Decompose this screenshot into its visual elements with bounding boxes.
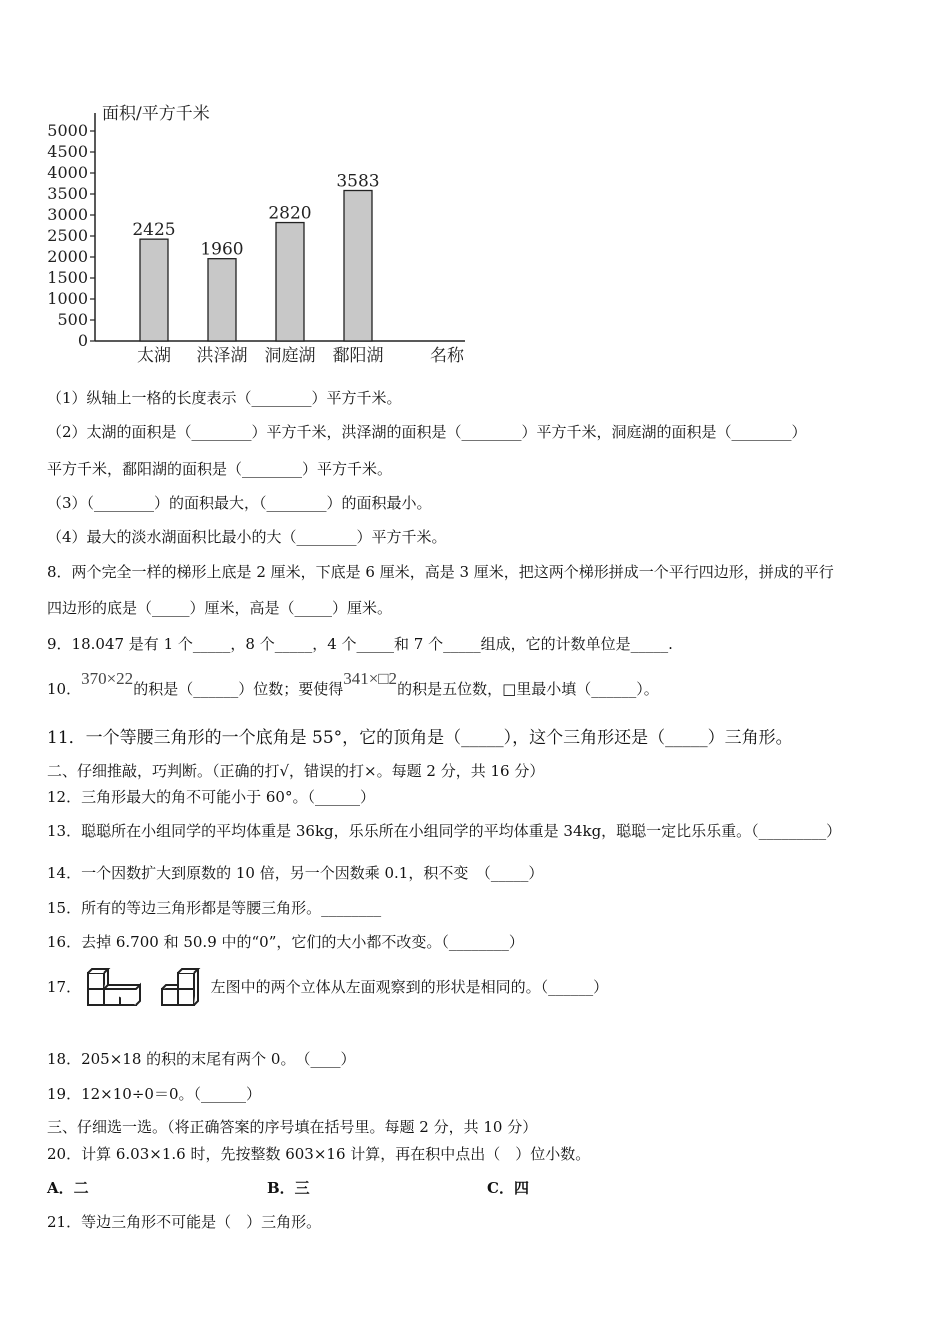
option-b: B．三 <box>267 1179 310 1197</box>
y-tick-label: 4000 <box>47 163 88 182</box>
question-10 <box>47 669 659 699</box>
bar <box>208 259 236 341</box>
question-7-4: （4）最大的淡水湖面积比最小的大（________）平方千米。 <box>47 528 447 546</box>
question-16: 16．去掉 6.700 和 50.9 中的“0”，它们的大小都不改变。（________） <box>47 933 524 951</box>
bar-value-label: 3583 <box>336 171 380 192</box>
question-10-mid: 的积是（______）位数；要使得 <box>133 680 344 698</box>
question-8-line1: 8．两个完全一样的梯形上底是 2 厘米，下底是 6 厘米，高是 3 厘米，把这两个梯形拼成一个平行四边形，拼成的平行 <box>47 563 834 581</box>
question-12: 12．三角形最大的角不可能小于 60°。（______） <box>47 788 375 806</box>
question-10-number: 10． <box>47 680 82 698</box>
y-tick-label: 2500 <box>47 226 88 245</box>
bar-value-label: 1960 <box>200 239 244 260</box>
question-13: 13．聪聪所在小组同学的平均体重是 36kg，乐乐所在小组同学的平均体重是 34kg，聪聪一定比乐乐重。（_________） <box>47 822 842 840</box>
section-2-heading: 二、仔细推敲，巧判断。（正确的打√，错误的打×。每题 2 分，共 16 分） <box>47 762 545 780</box>
question-7-2-line1: （2）太湖的面积是（________）平方千米，洪泽湖的面积是（________）平方千米，洞庭湖的面积是（________） <box>47 423 807 441</box>
question-17-text: 左图中的两个立体从左面观察到的形状是相同的。（______） <box>210 978 609 996</box>
question-21: 21．等边三角形不可能是（ ）三角形。 <box>47 1213 322 1231</box>
section-3-heading: 三、仔细选一选。（将正确答案的序号填在括号里。每题 2 分，共 10 分） <box>47 1118 538 1136</box>
question-20: 20．计算 6.03×1.6 时，先按整数 603×16 计算，再在积中点出（ ）位小数。 <box>47 1145 591 1163</box>
lake-area-bar-chart <box>40 95 480 375</box>
question-8-line2: 四边形的底是（_____）厘米，高是（_____）厘米。 <box>47 599 393 617</box>
y-tick-label: 2000 <box>47 247 88 266</box>
y-tick-label: 1000 <box>47 289 88 308</box>
y-tick-label: 3500 <box>47 184 88 203</box>
y-tick-label: 5000 <box>47 121 88 140</box>
option-a: A．二 <box>47 1179 89 1197</box>
question-9: 9．18.047 是有 1 个_____，8 个_____，4 个_____和 7 个_____组成，它的计数单位是_____. <box>47 635 673 653</box>
question-10-suffix: 的积是五位数，□里最小填（______）。 <box>397 680 659 698</box>
question-15: 15．所有的等边三角形都是等腰三角形。________ <box>47 899 382 917</box>
category-label: 洪泽湖 <box>196 346 248 366</box>
y-axis-label: 面积/平方千米 <box>102 104 210 124</box>
category-label: 太湖 <box>137 346 171 366</box>
bar <box>276 223 304 341</box>
expression-341xbox2: 341×□2 <box>343 669 398 688</box>
x-axis-label: 名称 <box>430 346 464 366</box>
category-label: 鄱阳湖 <box>332 346 384 366</box>
bar <box>344 191 372 341</box>
cube-figures <box>86 965 206 1011</box>
y-tick-label: 1500 <box>47 268 88 287</box>
question-17 <box>47 965 608 1011</box>
question-19: 19．12×10÷0＝0。（______） <box>47 1085 261 1103</box>
option-c: C．四 <box>487 1179 529 1197</box>
question-11: 11．一个等腰三角形的一个底角是 55°，它的顶角是（_____），这个三角形还是（_____）三角形。 <box>47 728 793 748</box>
bar-value-label: 2425 <box>132 220 176 241</box>
question-18: 18．205×18 的积的末尾有两个 0。 （____） <box>47 1050 356 1068</box>
question-7-1: （1）纵轴上一格的长度表示（________）平方千米。 <box>47 389 402 407</box>
y-tick-label: 4500 <box>47 142 88 161</box>
y-tick-label: 0 <box>77 331 88 350</box>
expression-370x22: 370×22 <box>81 669 134 688</box>
question-7-3: （3）（________）的面积最大，（________）的面积最小。 <box>47 494 432 512</box>
bar <box>140 239 168 341</box>
question-14: 14．一个因数扩大到原数的 10 倍，另一个因数乘 0.1，积不变 （_____） <box>47 864 544 882</box>
y-tick-label: 500 <box>57 310 88 329</box>
bar-value-label: 2820 <box>268 203 312 224</box>
y-tick-label: 3000 <box>47 205 88 224</box>
question-17-number: 17． <box>47 978 82 996</box>
category-label: 洞庭湖 <box>264 346 316 366</box>
question-7-2-line2: 平方千米，鄱阳湖的面积是（________）平方千米。 <box>47 460 393 478</box>
